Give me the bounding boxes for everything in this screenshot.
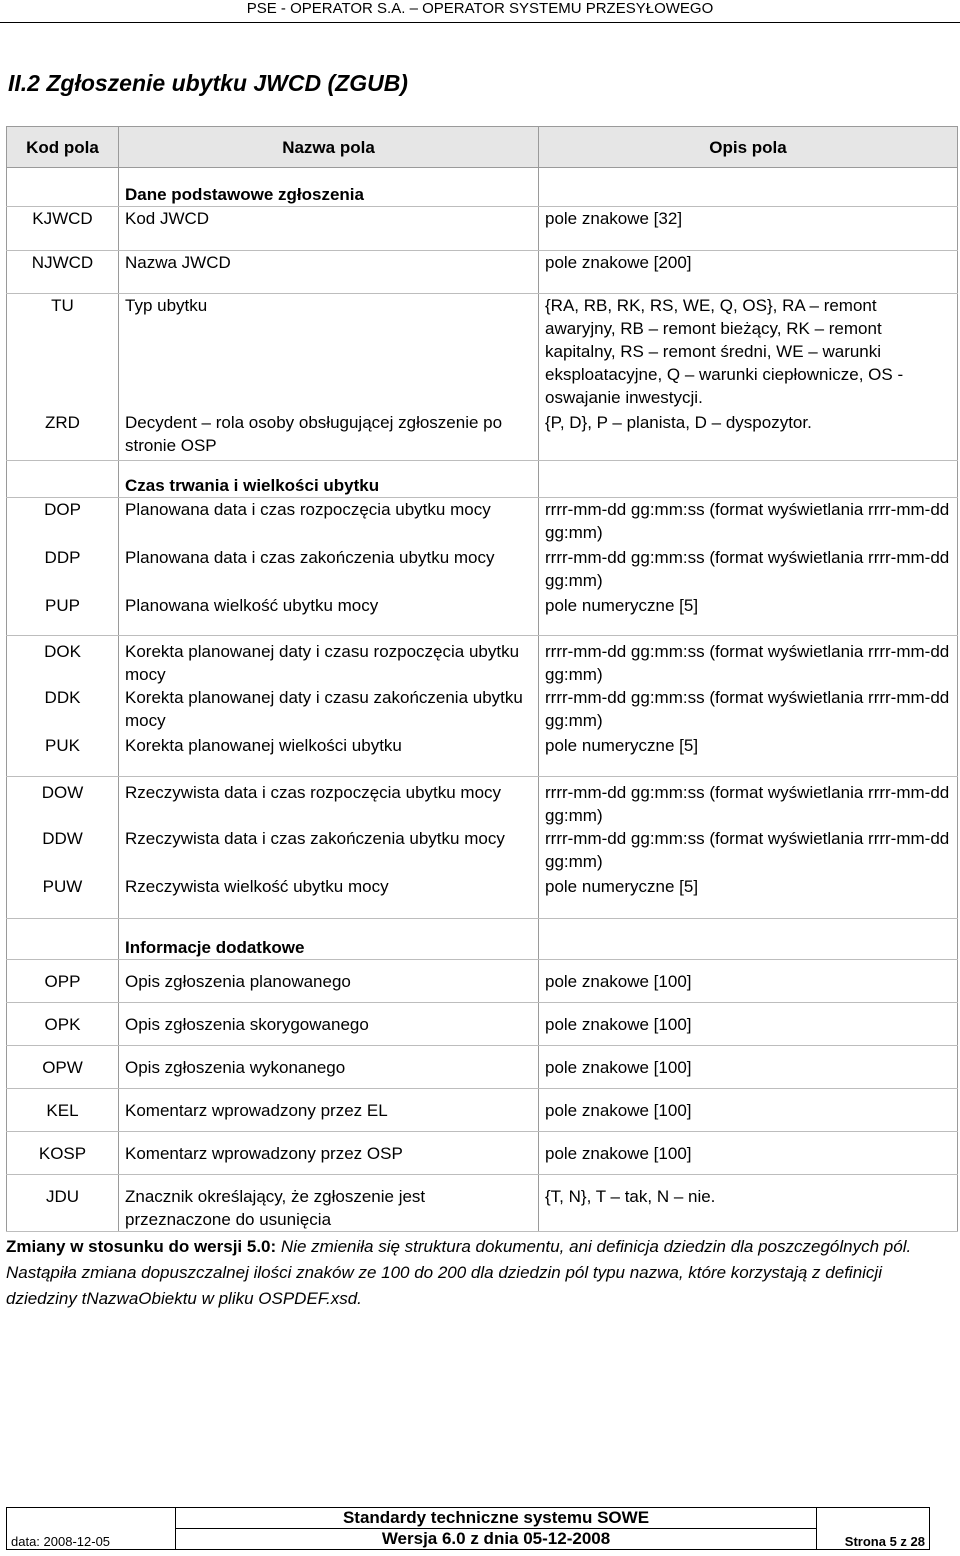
field-desc: rrrr-mm-dd gg:mm:ss (format wyświetlania rrrr-mm-dd gg:mm) <box>539 686 958 734</box>
table-row <box>7 1132 958 1175</box>
field-desc: pole znakowe [100] <box>539 1132 958 1175</box>
field-code: KEL <box>7 1089 119 1132</box>
field-name: Planowana data i czas zakończenia ubytku mocy <box>119 546 539 594</box>
field-code: DOK <box>7 636 119 687</box>
table-row <box>7 207 958 251</box>
footer-version: Wersja 6.0 z dnia 05-12-2008 <box>176 1529 817 1550</box>
footer-page-number: Strona 5 z 28 <box>817 1508 930 1550</box>
table-row <box>7 1175 958 1232</box>
field-code: DDW <box>7 827 119 875</box>
header-divider <box>0 22 960 23</box>
field-code: DDK <box>7 686 119 734</box>
field-name: Rzeczywista wielkość ubytku mocy <box>119 875 539 919</box>
section-row-basic <box>7 168 958 207</box>
table-row <box>7 1046 958 1089</box>
column-header-desc: Opis pola <box>539 127 958 168</box>
field-desc: pole znakowe [200] <box>539 251 958 294</box>
field-code: OPP <box>7 960 119 1003</box>
table-row <box>7 411 958 461</box>
table-row <box>7 251 958 294</box>
field-name: Korekta planowanej daty i czasu zakończenia ubytku mocy <box>119 686 539 734</box>
section-row-time <box>7 461 958 498</box>
page-footer <box>6 1507 930 1550</box>
field-desc: pole znakowe [100] <box>539 1003 958 1046</box>
table-row <box>7 776 958 827</box>
field-name: Rzeczywista data i czas zakończenia ubytku mocy <box>119 827 539 875</box>
field-desc: pole znakowe [100] <box>539 1046 958 1089</box>
section-label-extra: Informacje dodatkowe <box>119 919 539 960</box>
section-title: II.2 Zgłoszenie ubytku JWCD (ZGUB) <box>8 70 408 96</box>
field-name: Decydent – rola osoby obsługującej zgłoszenie po stronie OSP <box>119 411 539 461</box>
section-label-basic: Dane podstawowe zgłoszenia <box>119 168 539 207</box>
field-code: DOP <box>7 498 119 546</box>
table-row <box>7 594 958 636</box>
field-desc: {RA, RB, RK, RS, WE, Q, OS}, RA – remont awaryjny, RB – remont bieżący, RK – remont kapitalny, RS – remont średni, WE – warunki eksploatacyjne, Q – warunki ciepłownicze, OS - oswajanie inwestycji. <box>539 294 958 411</box>
field-name: Planowana data i czas rozpoczęcia ubytku mocy <box>119 498 539 546</box>
table-row <box>7 734 958 776</box>
changes-text: Nie zmieniła się struktura dokumentu, ani definicja dziedzin dla poszczególnych pól. Nastąpiła zmiana dopuszczalnej ilości znaków ze 100 do 200 dla dziedzin pól typu nazwa, które korzystają z definicji dziedziny tNazwaObiektu w pliku OSPDEF.xsd. <box>6 1237 912 1308</box>
field-name: Korekta planowanej wielkości ubytku <box>119 734 539 776</box>
column-header-code: Kod pola <box>7 127 119 168</box>
field-desc: rrrr-mm-dd gg:mm:ss (format wyświetlania rrrr-mm-dd gg:mm) <box>539 827 958 875</box>
table-row <box>7 960 958 1003</box>
table-row <box>7 827 958 875</box>
field-code: ZRD <box>7 411 119 461</box>
field-name: Komentarz wprowadzony przez OSP <box>119 1132 539 1175</box>
field-desc: rrrr-mm-dd gg:mm:ss (format wyświetlania rrrr-mm-dd gg:mm) <box>539 498 958 546</box>
field-name: Typ ubytku <box>119 294 539 411</box>
field-desc: pole znakowe [100] <box>539 1089 958 1132</box>
field-code: KOSP <box>7 1132 119 1175</box>
field-code: PUK <box>7 734 119 776</box>
field-desc: rrrr-mm-dd gg:mm:ss (format wyświetlania rrrr-mm-dd gg:mm) <box>539 776 958 827</box>
changes-label: Zmiany w stosunku do wersji 5.0: <box>6 1237 277 1256</box>
field-desc: pole numeryczne [5] <box>539 594 958 636</box>
field-name: Korekta planowanej daty i czasu rozpoczęcia ubytku mocy <box>119 636 539 687</box>
field-code: TU <box>7 294 119 411</box>
footer-title: Standardy techniczne systemu SOWE <box>176 1508 817 1529</box>
field-name: Rzeczywista data i czas rozpoczęcia ubytku mocy <box>119 776 539 827</box>
field-code: OPW <box>7 1046 119 1089</box>
section-label-time: Czas trwania i wielkości ubytku <box>119 461 539 498</box>
table-row <box>7 294 958 411</box>
field-code: PUW <box>7 875 119 919</box>
field-desc: {P, D}, P – planista, D – dyspozytor. <box>539 411 958 461</box>
table-row <box>7 1003 958 1046</box>
field-desc: pole znakowe [100] <box>539 960 958 1003</box>
table-row <box>7 498 958 546</box>
field-desc: rrrr-mm-dd gg:mm:ss (format wyświetlania rrrr-mm-dd gg:mm) <box>539 546 958 594</box>
field-code: PUP <box>7 594 119 636</box>
field-desc: pole numeryczne [5] <box>539 875 958 919</box>
field-name: Kod JWCD <box>119 207 539 251</box>
field-name: Znacznik określający, że zgłoszenie jest przeznaczone do usunięcia <box>119 1175 539 1232</box>
field-desc: pole znakowe [32] <box>539 207 958 251</box>
column-header-name: Nazwa pola <box>119 127 539 168</box>
table-row <box>7 636 958 687</box>
field-code: OPK <box>7 1003 119 1046</box>
field-name: Opis zgłoszenia skorygowanego <box>119 1003 539 1046</box>
field-desc: {T, N}, T – tak, N – nie. <box>539 1175 958 1232</box>
field-name: Nazwa JWCD <box>119 251 539 294</box>
field-name: Planowana wielkość ubytku mocy <box>119 594 539 636</box>
field-code: DDP <box>7 546 119 594</box>
field-code: DOW <box>7 776 119 827</box>
table-row <box>7 546 958 594</box>
field-name: Komentarz wprowadzony przez EL <box>119 1089 539 1132</box>
table-row <box>7 875 958 919</box>
field-desc: pole numeryczne [5] <box>539 734 958 776</box>
table-row <box>7 1089 958 1132</box>
section-row-extra <box>7 919 958 960</box>
changes-note <box>6 1234 956 1312</box>
page-header: PSE - OPERATOR S.A. – OPERATOR SYSTEMU PRZESYŁOWEGO <box>246 0 714 17</box>
field-desc: rrrr-mm-dd gg:mm:ss (format wyświetlania rrrr-mm-dd gg:mm) <box>539 636 958 687</box>
table-header-row <box>7 127 958 168</box>
field-code: KJWCD <box>7 207 119 251</box>
footer-date: data: 2008-12-05 <box>7 1508 176 1550</box>
field-name: Opis zgłoszenia planowanego <box>119 960 539 1003</box>
field-code: NJWCD <box>7 251 119 294</box>
fields-table <box>6 126 958 1232</box>
field-name: Opis zgłoszenia wykonanego <box>119 1046 539 1089</box>
field-code: JDU <box>7 1175 119 1232</box>
table-row <box>7 686 958 734</box>
